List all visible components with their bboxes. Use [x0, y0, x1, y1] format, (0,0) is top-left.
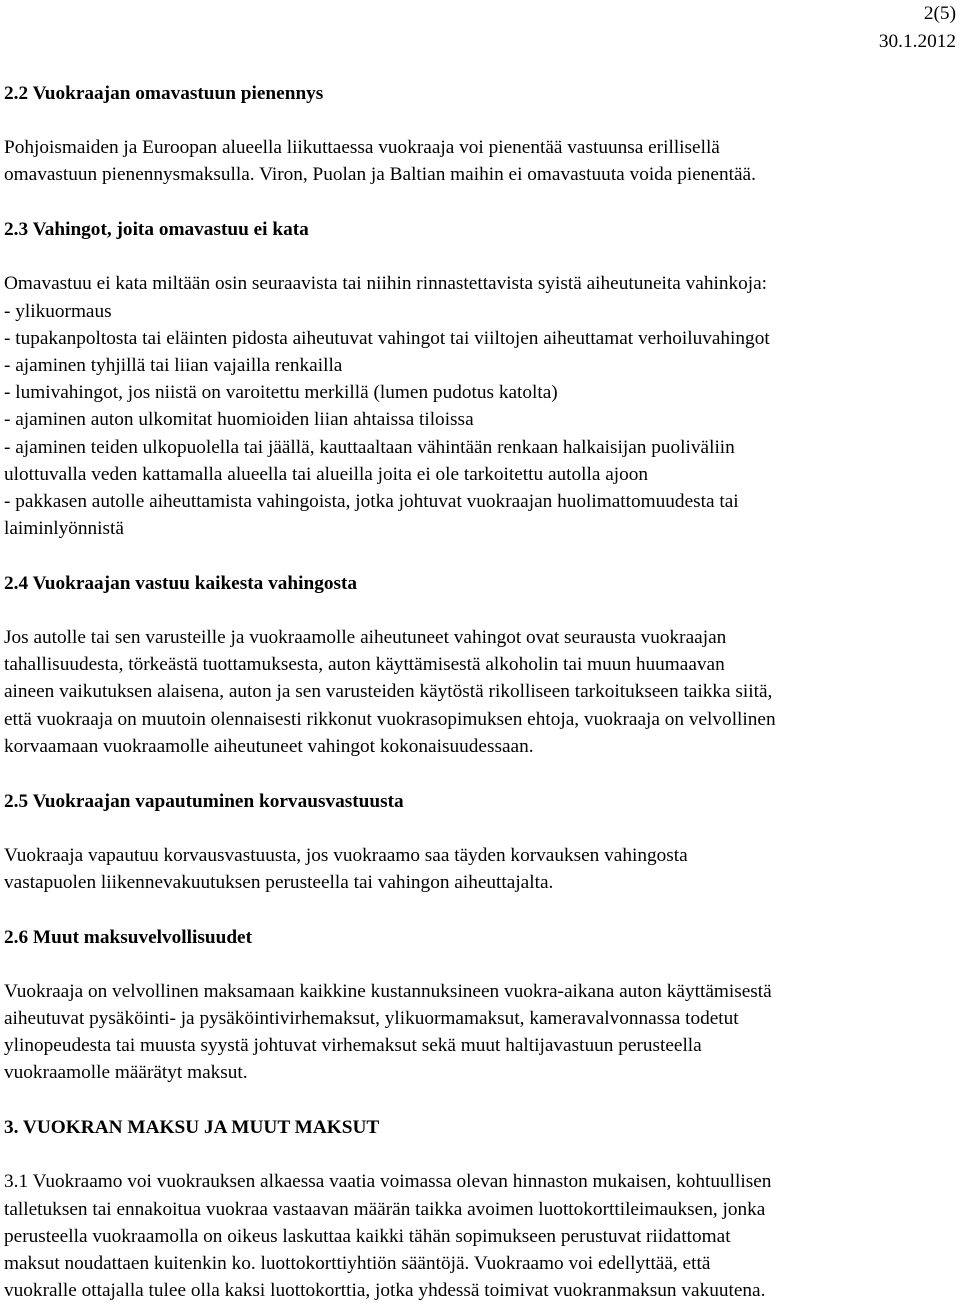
list-item: - ajaminen tyhjillä tai liian vajailla renkailla [4, 354, 343, 376]
section-2-4 [4, 570, 956, 760]
page-number: 2(5) [923, 3, 956, 24]
section-paragraph [4, 270, 956, 542]
section-2-2 [4, 80, 956, 189]
section-2-3 [4, 216, 956, 542]
paragraph-line: Jos autolle tai sen varusteille ja vuokraamolle aiheutuneet vahingot ovat seurausta vuokraajan [4, 627, 727, 649]
list-item-continuation: ulottuvalla veden kattamalla alueella tai alueilla joita ei ole tarkoitettu autolla ajoon [4, 463, 649, 485]
paragraph-line: perusteella vuokraamolla on oikeus laskuttaa kaikki tähän sopimukseen perustuvat riidattomat [4, 1225, 731, 1247]
section-2-6 [4, 924, 956, 1087]
list-item: - ajaminen auton ulkomitat huomioiden liian ahtaissa tiloissa [4, 409, 474, 431]
paragraph-line: vuokralle ottajalla tulee olla kaksi luottokorttia, jotka yhdessä toimivat vuokranmaksun vakuutena. [4, 1280, 766, 1302]
paragraph-line: tahallisuudesta, törkeästä tuottamuksesta, auton käyttämisestä alkoholin tai muun huumaavan [4, 654, 725, 676]
section-paragraph [4, 842, 956, 896]
section-heading: 2.5 Vuokraajan vapautuminen korvausvastuusta [4, 790, 404, 812]
paragraph-line: omavastuun pienennysmaksulla. Viron, Puolan ja Baltian maihin ei omavastuuta voida pienentää. [4, 164, 756, 186]
section-3 [4, 1114, 956, 1304]
page-header [879, 0, 956, 56]
section-paragraph [4, 978, 956, 1087]
list-item: - ajaminen teiden ulkopuolella tai jäällä, kauttaaltaan vähintään renkaan halkaisijan puoliväliin [4, 436, 735, 458]
paragraph-line: Omavastuu ei kata miltään osin seuraavista tai niihin rinnastettavista syistä aiheutuneita vahinkoja: [4, 273, 768, 295]
section-heading: 2.6 Muut maksuvelvollisuudet [4, 926, 253, 948]
section-2-5 [4, 788, 956, 897]
list-item-continuation: laiminlyönnistä [4, 518, 124, 540]
list-item: - lumivahingot, jos niistä on varoitettu merkillä (lumen pudotus katolta) [4, 382, 558, 404]
paragraph-line: aiheutuvat pysäköinti- ja pysäköintivirhemaksut, ylikuormamaksut, kameravalvonnassa todetut [4, 1008, 739, 1030]
list-item: - ylikuormaus [4, 300, 112, 322]
section-paragraph [4, 134, 956, 188]
paragraph-line: vuokraamolle määrätyt maksut. [4, 1062, 248, 1084]
paragraph-line: Vuokraaja vapautuu korvausvastuusta, jos vuokraamo saa täyden korvauksen vahingosta [4, 844, 688, 866]
paragraph-line: talletuksen tai ennakoitua vuokraa vastaavan määrän taikka avoimen luottokorttileimauksen, jonka [4, 1198, 766, 1220]
paragraph-line: Pohjoismaiden ja Euroopan alueella liikuttaessa vuokraaja voi pienentää vastuunsa erillisellä [4, 137, 720, 159]
section-paragraph [4, 624, 956, 760]
paragraph-line: että vuokraaja on muutoin olennaisesti rikkonut vuokrasopimuksen ehtoja, vuokraaja on velvollinen [4, 708, 776, 730]
document-date: 30.1.2012 [878, 31, 956, 52]
list-item: - pakkasen autolle aiheuttamista vahingoista, jotka johtuvat vuokraajan huolimattomuudesta tai [4, 490, 739, 512]
section-heading: 2.4 Vuokraajan vastuu kaikesta vahingosta [4, 572, 358, 594]
paragraph-line: korvaamaan vuokraamolle aiheutuneet vahingot kokonaisuudessaan. [4, 735, 534, 757]
section-heading: 2.3 Vahingot, joita omavastuu ei kata [4, 219, 309, 241]
section-heading: 2.2 Vuokraajan omavastuun pienennys [4, 83, 324, 104]
paragraph-line: Vuokraaja on velvollinen maksamaan kaikkine kustannuksineen vuokra-aikana auton käyttämisestä [4, 980, 772, 1002]
document-body [4, 80, 956, 1304]
section-heading: 3. VUOKRAN MAKSU JA MUUT MAKSUT [4, 1117, 380, 1139]
paragraph-line: aineen vaikutuksen alaisena, auton ja sen varusteiden käytöstä rikolliseen tarkoitukseen taikka siitä, [4, 681, 773, 703]
paragraph-line: ylinopeudesta tai muusta syystä johtuvat virhemaksut sekä muut haltijavastuun perusteella [4, 1035, 702, 1057]
paragraph-line: maksut noudattaen kuitenkin ko. luottokorttiyhtiön sääntöjä. Vuokraamo voi edellyttää, että [4, 1253, 711, 1274]
paragraph-line: vastapuolen liikennevakuutuksen perusteella tai vahingon aiheuttajalta. [4, 871, 554, 893]
section-paragraph [4, 1168, 956, 1304]
list-item: - tupakanpoltosta tai eläinten pidosta aiheutuvat vahingot tai viiltojen aiheuttamat verhoiluvahingot [4, 327, 770, 349]
paragraph-line: 3.1 Vuokraamo voi vuokrauksen alkaessa vaatia voimassa olevan hinnaston mukaisen, kohtuullisen [4, 1171, 772, 1193]
